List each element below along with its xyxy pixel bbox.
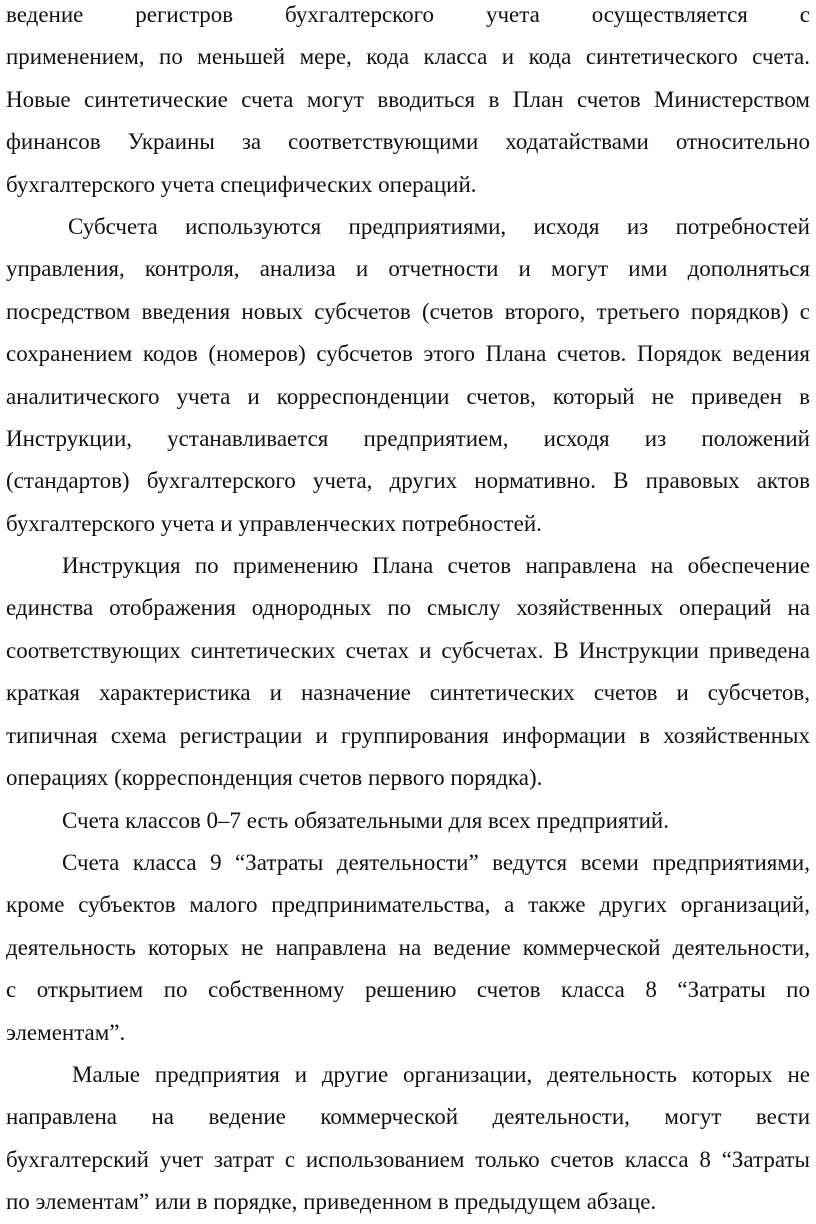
paragraph-4	[6, 800, 810, 842]
paragraph-1	[6, 0, 810, 206]
text-line: Счета классов 0–7 есть обязательными для всех предприятий.	[62, 808, 669, 833]
text-line: управления, контроля, анализа и отчетности и могут ими дополняться	[6, 256, 810, 282]
text-line: бухгалтерского учета специфических операций.	[6, 171, 477, 197]
text-line: соответствующих синтетических счетах и субсчетах. В Инструкции приведена	[6, 637, 810, 663]
text-line: с открытием по собственному решению счетов класса 8 “Затраты по	[6, 977, 810, 1003]
text-line: направлена на ведение коммерческой деятельности, могут вести	[6, 1104, 810, 1130]
text-line: Инструкция по применению Плана счетов направлена на обеспечение	[62, 553, 810, 578]
text-line: Инструкции, устанавливается предприятием, исходя из положений	[6, 426, 810, 452]
text-line: бухгалтерского учета и управленческих потребностей.	[6, 510, 542, 536]
text-line: посредством введения новых субсчетов (счетов второго, третьего порядков) с	[6, 298, 810, 324]
paragraph-3	[6, 545, 810, 799]
paragraph-2	[6, 206, 810, 545]
text-line: кроме субъектов малого предпринимательства, а также других организаций,	[6, 892, 810, 918]
text-line: (стандартов) бухгалтерского учета, других нормативно. В правовых актов	[6, 468, 810, 494]
text-line: сохранением кодов (номеров) субсчетов этого Плана счетов. Порядок ведения	[6, 341, 810, 367]
text-line: единства отображения однородных по смыслу хозяйственных операций на	[6, 595, 810, 621]
paragraph-6	[6, 1054, 810, 1224]
text-line: Малые предприятия и другие организации, деятельность которых не	[72, 1062, 810, 1087]
text-line: краткая характеристика и назначение синтетических счетов и субсчетов,	[6, 680, 810, 706]
text-line: применением, по меньшей мере, кода класса и кода синтетического счета.	[6, 44, 810, 70]
text-line: Новые синтетические счета могут вводиться в План счетов Министерством	[6, 86, 810, 112]
text-line: Субсчета используются предприятиями, исходя из потребностей	[68, 214, 810, 239]
text-line: бухгалтерский учет затрат с использованием только счетов класса 8 “Затраты	[6, 1146, 810, 1172]
text-line: деятельность которых не направлена на ведение коммерческой деятельности,	[6, 934, 810, 960]
text-line: Счета класса 9 “Затраты деятельности” ведутся всеми предприятиями,	[62, 850, 810, 875]
text-line: ведение регистров бухгалтерского учета осуществляется с	[6, 2, 810, 27]
text-line: по элементам” или в порядке, приведенном в предыдущем абзаце.	[6, 1189, 657, 1215]
text-line: операциях (корреспонденция счетов первого порядка).	[6, 765, 543, 791]
text-line: типичная схема регистрации и группирования информации в хозяйственных	[6, 722, 810, 748]
text-line: финансов Украины за соответствующими ходатайствами относительно	[6, 129, 810, 155]
text-line: элементам”.	[6, 1019, 126, 1045]
paragraph-5	[6, 842, 810, 1054]
text-line: аналитического учета и корреспонденции счетов, который не приведен в	[6, 383, 810, 409]
